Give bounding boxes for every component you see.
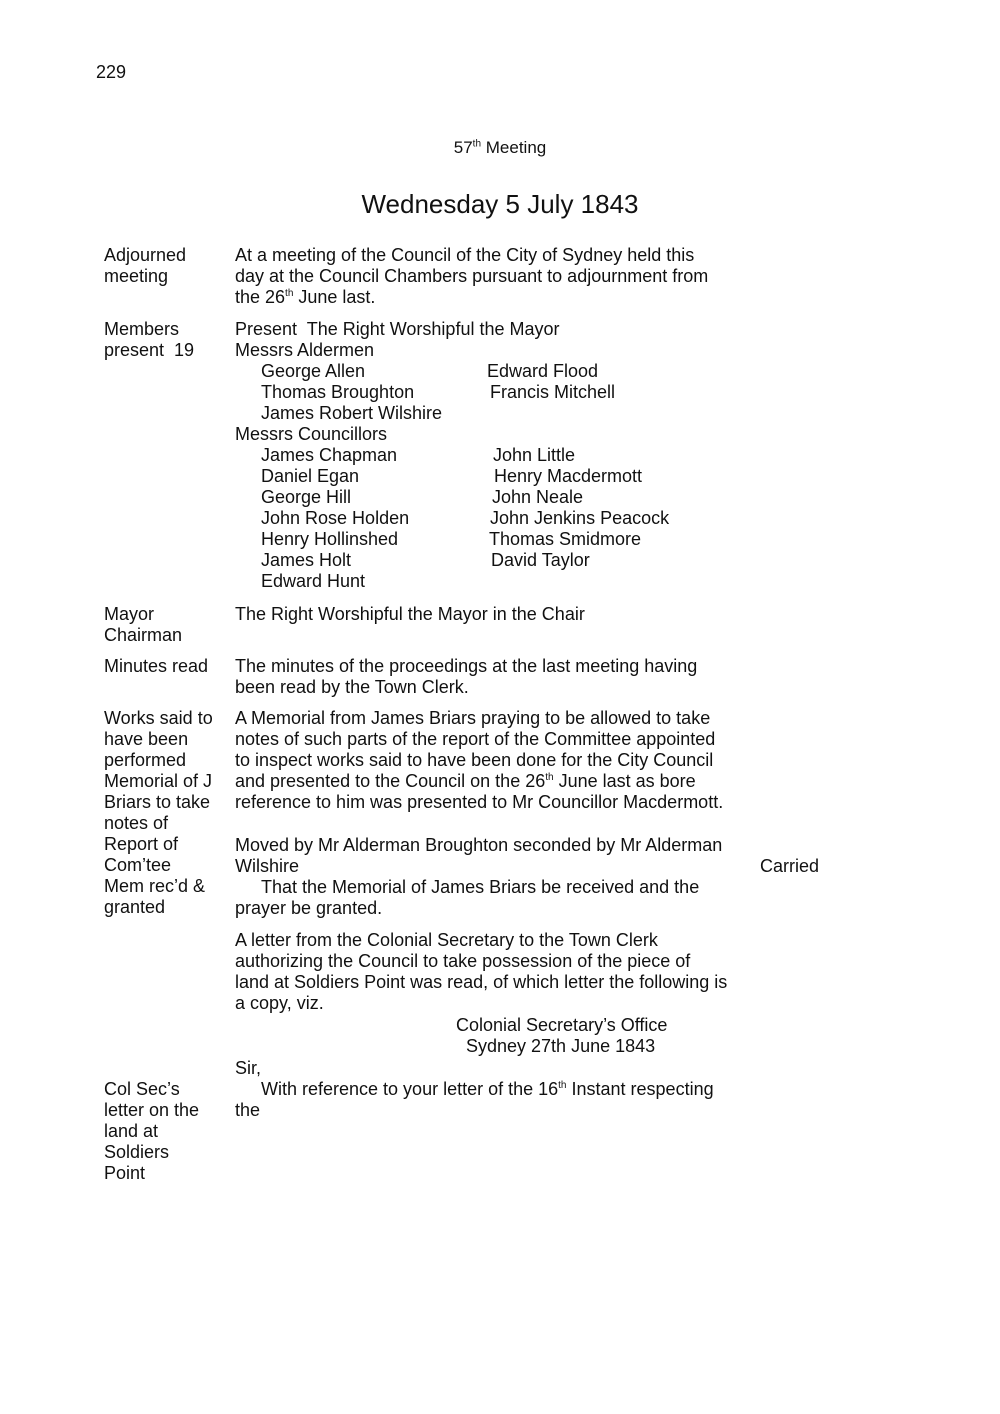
member-name: Thomas Smidmore	[489, 529, 642, 549]
letter-intro-paragraph	[235, 930, 727, 1014]
margin-line: Members	[104, 319, 180, 339]
member-name: James Chapman	[261, 445, 398, 465]
member-name: James Robert Wilshire	[261, 403, 443, 423]
date-heading: Wednesday 5 July 1843	[361, 189, 639, 219]
text-line	[235, 771, 723, 792]
text-fragment: and presented to the Council on the 26	[235, 771, 546, 791]
margin-note-memorial	[104, 708, 229, 918]
margin-line: Works said to	[104, 708, 213, 728]
text-line: A Memorial from James Briars praying to be allowed to take	[235, 708, 711, 728]
margin-line: performed	[104, 750, 187, 770]
ordinal-suffix: th	[545, 772, 554, 783]
member-name: John Neale	[492, 487, 584, 507]
aldermen-heading: Messrs Aldermen	[235, 340, 375, 360]
text-line: notes of such parts of the report of the Committee appointed	[235, 729, 716, 749]
councillors-right-column	[489, 445, 669, 571]
margin-line: Soldiers	[104, 1142, 170, 1162]
letter-salutation: Sir,	[235, 1058, 262, 1078]
margin-line: granted	[104, 897, 166, 917]
margin-line: Mayor	[104, 604, 155, 624]
margin-line: letter on the	[104, 1100, 200, 1120]
ordinal-suffix: th	[558, 1080, 567, 1091]
opening-paragraph	[235, 245, 708, 308]
margin-line: Adjourned	[104, 245, 187, 265]
margin-note-adjourned	[104, 245, 229, 287]
memorial-paragraph	[235, 708, 723, 813]
member-name: John Rose Holden	[261, 508, 410, 528]
text-line: Moved by Mr Alderman Broughton seconded by Mr Alderman	[235, 835, 723, 855]
member-name: Henry Macdermott	[494, 466, 643, 486]
meeting-word: Meeting	[485, 138, 547, 157]
text-line	[235, 1079, 714, 1100]
councillors-left-column	[261, 445, 409, 592]
member-name: Francis Mitchell	[490, 382, 616, 402]
chair-statement: The Right Worshipful the Mayor in the Chair	[235, 604, 585, 624]
margin-line: present 19	[104, 340, 195, 360]
text-fragment: June last as bore	[553, 771, 696, 791]
member-name: Daniel Egan	[261, 466, 360, 486]
margin-note-colsec	[104, 1079, 229, 1184]
margin-line: Briars to take	[104, 792, 211, 812]
motion-paragraph	[235, 835, 722, 919]
text-line: authorizing the Council to take possession of the piece of	[235, 951, 691, 971]
aldermen-left-column	[261, 361, 442, 424]
member-name: Edward Hunt	[261, 571, 366, 591]
text-fragment: the 26	[235, 287, 286, 307]
margin-line: notes of	[104, 813, 169, 833]
margin-line: Report of	[104, 834, 179, 854]
member-name: Henry Hollinshed	[261, 529, 399, 549]
text-line: Wilshire	[235, 856, 300, 876]
text-line: At a meeting of the Council of the City of Sydney held this	[235, 245, 695, 265]
carried-note: Carried	[760, 856, 820, 876]
margin-line: Com’tee	[104, 855, 172, 875]
text-line: A letter from the Colonial Secretary to the Town Clerk	[235, 930, 658, 950]
margin-line: Point	[104, 1163, 146, 1183]
text-fragment: June last.	[293, 287, 376, 307]
member-name: James Holt	[261, 550, 352, 570]
ordinal-suffix: th	[285, 288, 294, 299]
text-fragment: With reference to your letter of the 16	[261, 1079, 559, 1099]
member-name: David Taylor	[491, 550, 590, 570]
member-name: John Little	[493, 445, 576, 465]
letter-office: Colonial Secretary’s Office	[456, 1015, 668, 1035]
meeting-number-heading	[0, 137, 1000, 158]
margin-line: land at	[104, 1121, 159, 1141]
minutes-paragraph	[235, 656, 697, 698]
letter-dateline: Sydney 27th June 1843	[466, 1036, 656, 1056]
meeting-number-suffix: th	[472, 138, 482, 150]
margin-line: Col Sec’s	[104, 1079, 180, 1099]
text-line: been read by the Town Clerk.	[235, 677, 469, 697]
text-line: prayer be granted.	[235, 898, 383, 918]
text-line: The minutes of the proceedings at the last meeting having	[235, 656, 698, 676]
member-name: George Allen	[261, 361, 366, 381]
member-name: John Jenkins Peacock	[490, 508, 670, 528]
page-number: 229	[96, 62, 127, 82]
text-line: the	[235, 1100, 261, 1120]
councillors-heading: Messrs Councillors	[235, 424, 388, 444]
member-name: Edward Flood	[487, 361, 599, 381]
margin-line: have been	[104, 729, 189, 749]
margin-line: Chairman	[104, 625, 183, 645]
margin-note-mayor	[104, 604, 229, 646]
text-line: day at the Council Chambers pursuant to adjournment from	[235, 266, 709, 286]
member-name: George Hill	[261, 487, 352, 507]
present-line: Present The Right Worshipful the Mayor	[235, 319, 560, 339]
aldermen-right-column	[487, 361, 615, 403]
meeting-number: 57	[453, 138, 473, 157]
member-name: Thomas Broughton	[261, 382, 415, 402]
text-line: to inspect works said to have been done for the City Council	[235, 750, 714, 770]
text-line	[235, 287, 708, 308]
margin-line: Memorial of J	[104, 771, 213, 791]
margin-line: Mem rec’d &	[104, 876, 206, 896]
margin-note-members	[104, 319, 229, 361]
margin-line: meeting	[104, 266, 169, 286]
margin-note-minutes	[104, 656, 229, 677]
text-line: That the Memorial of James Briars be received and the	[261, 877, 700, 897]
text-fragment: Instant respecting	[566, 1079, 714, 1099]
text-line: a copy, viz.	[235, 993, 324, 1013]
letter-body	[235, 1079, 714, 1121]
margin-line: Minutes read	[104, 656, 209, 676]
text-line: land at Soldiers Point was read, of which letter the following is	[235, 972, 728, 992]
text-line: reference to him was presented to Mr Councillor Macdermott.	[235, 792, 724, 812]
